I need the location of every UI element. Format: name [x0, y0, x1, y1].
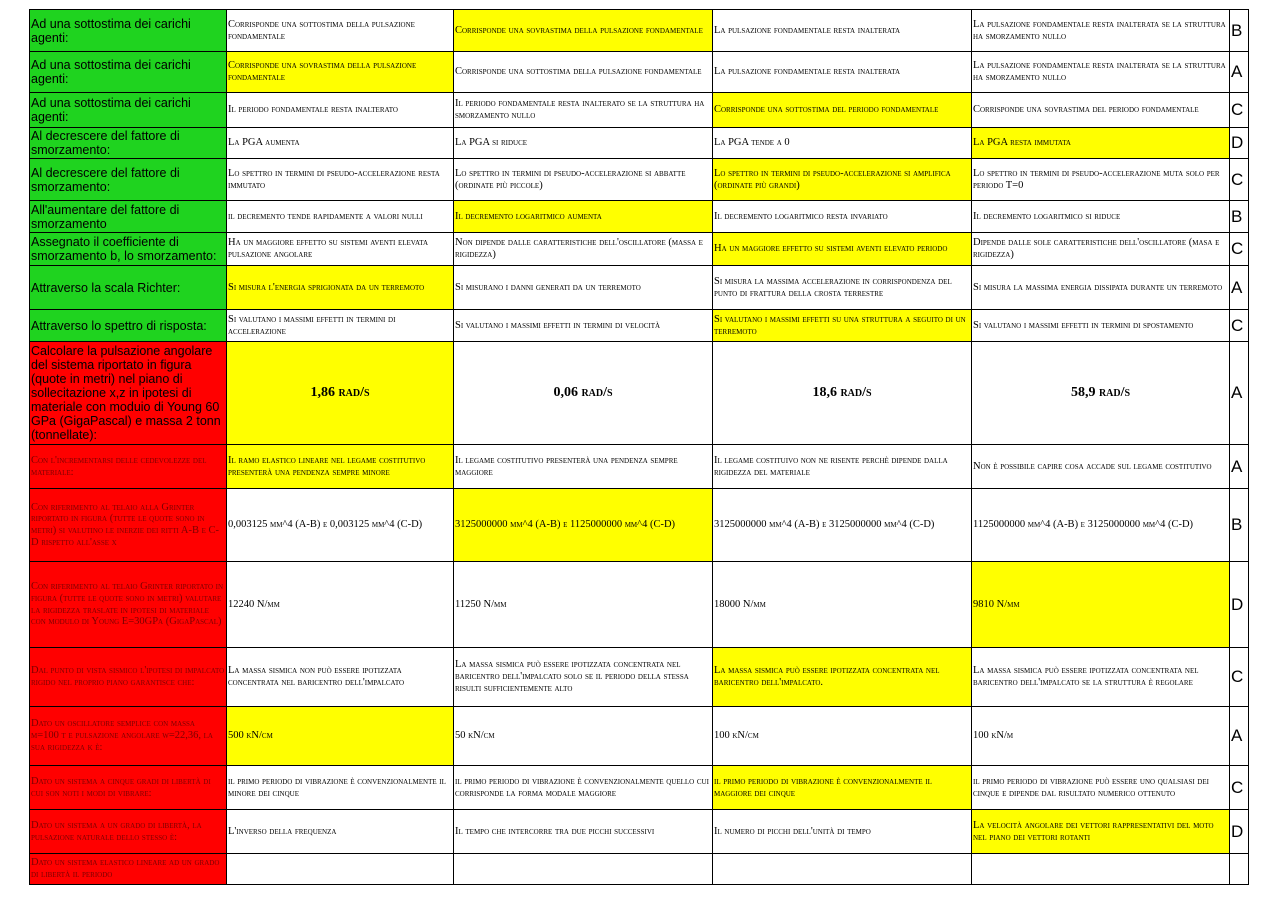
answer-key-cell: [1230, 854, 1249, 885]
question-text: Dato un oscillatore semplice con massa m=100 t e pulsazione angolare w=22,36, la sua rigidezza k è:: [31, 718, 213, 753]
question-row: [30, 489, 1249, 562]
option-cell-c: [713, 10, 972, 52]
option-cell-c: [713, 93, 972, 128]
question-cell: [30, 562, 227, 648]
option-text: Si valutano i massimi effetti su una struttura a seguito di un terremoto: [714, 313, 966, 337]
option-text: 3125000000 mm^4 (A-B) e 3125000000 mm^4 (C-D): [714, 519, 935, 531]
option-cell-a: [227, 810, 454, 854]
question-cell: [30, 489, 227, 562]
question-row: [30, 128, 1249, 159]
question-row: [30, 810, 1249, 854]
option-text: La pulsazione fondamentale resta inalterata se la struttura ha smorzamento nullo: [973, 18, 1226, 42]
option-cell-c: [713, 648, 972, 707]
option-text: 9810 N/mm: [973, 598, 1020, 610]
question-text: Al decrescere del fattore di smorzamento:: [31, 129, 180, 157]
option-cell-b: [454, 128, 713, 159]
option-cell-d: [972, 159, 1230, 201]
option-cell-d: [972, 201, 1230, 233]
option-cell-b: [454, 52, 713, 93]
question-row: [30, 342, 1249, 445]
option-text: il primo periodo di vibrazione è convenzionalmente il minore dei cinque: [228, 775, 446, 799]
option-text: 18000 N/mm: [714, 598, 766, 610]
option-cell-b: [454, 707, 713, 766]
option-cell-d: [972, 810, 1230, 854]
option-cell-c: [713, 562, 972, 648]
answer-key-cell: [1230, 445, 1249, 489]
option-cell-d: [972, 489, 1230, 562]
option-cell-b: [454, 233, 713, 266]
answer-key-cell: [1230, 310, 1249, 342]
question-text: All'aumentare del fattore di smorzamento: [31, 202, 180, 231]
option-cell-d: [972, 342, 1230, 445]
option-cell-a: [227, 266, 454, 310]
option-cell-b: [454, 310, 713, 342]
option-cell-b: [454, 489, 713, 562]
question-cell: [30, 266, 227, 310]
option-text: Corrisponde una sovrastima del periodo fondamentale: [973, 104, 1199, 116]
option-cell-b: [454, 159, 713, 201]
question-text: Dal punto di vista sismico l'ipotesi di impalcato rigido nel proprio piano garantisce che:: [31, 665, 225, 688]
question-text: Calcolare la pulsazione angolare del sistema riportato in figura (quote in metri) nel piano di sollecitazione x,z in ipotesi di materiale con moduio di Young 60 GPa (GigaPascal) e massa 2 tonn (tonnellate):: [31, 344, 221, 442]
question-text: Ad una sottostima dei carichi agenti:: [31, 96, 191, 124]
option-text: Si misura l'energia sprigionata da un terremoto: [228, 281, 425, 293]
question-text: Dato un sistema elastico lineare ad un grado di libertà il periodo: [31, 857, 220, 880]
option-text: La massa sismica non può essere ipotizzata concentrata nel baricentro dell'impalcato: [228, 665, 405, 688]
question-text: Attraverso la scala Richter:: [31, 280, 181, 295]
option-text: Lo spettro in termini di pseudo-accelerazione muta solo per periodo T=0: [973, 167, 1220, 191]
question-row: [30, 766, 1249, 810]
option-cell-c: [713, 445, 972, 489]
option-cell-a: [227, 562, 454, 648]
option-cell-c: [713, 707, 972, 766]
option-cell-a: [227, 707, 454, 766]
option-text: Si misura la massima accelerazione in corrispondenza del punto di frattura della crosta terrestre: [714, 275, 952, 299]
option-text: Ha un maggiore effetto su sistemi aventi elevato periodo: [714, 243, 948, 255]
option-text: Il decremento logaritmico resta invariato: [714, 210, 888, 222]
answer-letter: D: [1231, 821, 1244, 841]
option-text: Corrisponde una sovrastima della pulsazione fondamentale: [228, 60, 417, 83]
question-cell: [30, 854, 227, 885]
question-text: Con riferimento al telaio Grinter riportato in figura (tutte le quote sono in metri) valutare la rigidezza traslate in ipotesi di materiale con modulo di Young E=30GPa (GigaPascal): [31, 581, 224, 628]
option-text: 0,003125 mm^4 (A-B) e 0,003125 mm^4 (C-D): [228, 519, 423, 531]
option-cell-c: [713, 342, 972, 445]
option-text: La PGA tende a 0: [714, 137, 790, 149]
option-text: 1,86 rad/s: [310, 385, 370, 401]
option-text: Il legame costituivo non ne risente perchè dipende dalla rigidezza del materiale: [714, 454, 948, 478]
option-cell-c: [713, 489, 972, 562]
question-text: Al decrescere del fattore di smorzamento:: [31, 165, 180, 194]
option-text: La massa sismica può essere ipotizzata concentrata nel baricentro dell'impalcato solo se il periodo della stessa risulti sufficientemente alto: [455, 659, 689, 694]
question-text: Assegnato il coefficiente di smorzamento b, lo smorzamento:: [31, 235, 217, 263]
option-text: 0,06 rad/s: [553, 385, 613, 401]
question-row: [30, 52, 1249, 93]
option-text: Il periodo fondamentale resta inalterato se la struttura ha smorzamento nullo: [455, 98, 705, 121]
option-text: Si valutano i massimi effetti in termini di accelerazione: [228, 313, 396, 337]
answer-letter: A: [1231, 62, 1243, 82]
option-text: Si valutano i massimi effetti in termini di velocità: [455, 319, 661, 331]
option-text: Il ramo elastico lineare nel legame costitutivo presenterà una pendenza sempre minore: [228, 454, 426, 478]
option-text: Corrisponde una sottostima della pulsazione fondamentale: [455, 66, 702, 78]
question-row: [30, 445, 1249, 489]
option-cell-d: [972, 93, 1230, 128]
option-text: Corrisponde una sottostima della pulsazione fondamentale: [228, 18, 415, 42]
option-text: Lo spettro in termini di pseudo-accelerazione si amplifica (ordinate più grandi): [714, 167, 951, 191]
question-cell: [30, 810, 227, 854]
question-cell: [30, 10, 227, 52]
option-text: 500 kN/cm: [228, 730, 273, 742]
option-cell-b: [454, 445, 713, 489]
question-cell: [30, 342, 227, 445]
option-text: Si valutano i massimi effetti in termini di spostamento: [973, 319, 1194, 331]
option-cell-d: [972, 854, 1230, 885]
answer-letter: B: [1231, 20, 1243, 40]
option-cell-d: [972, 10, 1230, 52]
option-text: il primo periodo di vibrazione è convenzionalmente quello cui corrisponde la forma modale maggiore: [455, 775, 709, 799]
answer-key-cell: [1230, 707, 1249, 766]
answer-key-cell: [1230, 93, 1249, 128]
option-cell-a: [227, 233, 454, 266]
option-cell-b: [454, 810, 713, 854]
answer-key-cell: [1230, 562, 1249, 648]
option-cell-a: [227, 128, 454, 159]
option-text: Ha un maggiore effetto su sistemi aventi elevata pulsazione angolare: [228, 237, 429, 260]
option-cell-a: [227, 342, 454, 445]
option-text: Corrisponde una sovrastima della pulsazione fondamentale: [455, 24, 703, 36]
option-cell-a: [227, 10, 454, 52]
option-cell-a: [227, 93, 454, 128]
answer-key-cell: [1230, 128, 1249, 159]
question-cell: [30, 52, 227, 93]
option-text: 11250 N/mm: [455, 598, 507, 610]
answer-letter: C: [1231, 315, 1244, 335]
option-cell-a: [227, 201, 454, 233]
option-cell-d: [972, 266, 1230, 310]
option-text: Corrisponde una sottostima del periodo fondamentale: [714, 104, 939, 116]
option-text: La velocità angolare dei vettori rappresentativi del moto nel piano dei vettori rotanti: [973, 819, 1214, 843]
option-cell-c: [713, 810, 972, 854]
option-cell-a: [227, 489, 454, 562]
answer-key-cell: [1230, 159, 1249, 201]
option-text: Si misura la massima energia dissipata durante un terremoto: [973, 281, 1223, 293]
answer-key-cell: [1230, 233, 1249, 266]
answer-letter: C: [1231, 667, 1244, 687]
option-text: La PGA si riduce: [455, 137, 528, 149]
question-cell: [30, 201, 227, 233]
question-cell: [30, 766, 227, 810]
answer-letter: C: [1231, 777, 1244, 797]
option-cell-d: [972, 648, 1230, 707]
question-row: [30, 854, 1249, 885]
option-cell-b: [454, 266, 713, 310]
option-text: Non è possibile capire cosa accade sul legame costitutivo: [973, 460, 1212, 472]
question-row: [30, 266, 1249, 310]
option-text: La pulsazione fondamentale resta inalterata: [714, 24, 901, 36]
question-row: [30, 201, 1249, 233]
option-text: il primo periodo di vibrazione è convenzionalmente il maggiore dei cinque: [714, 775, 932, 799]
option-cell-d: [972, 128, 1230, 159]
option-cell-b: [454, 93, 713, 128]
answer-key-cell: [1230, 489, 1249, 562]
option-text: Il decremento logaritmico si riduce: [973, 210, 1121, 222]
answer-letter: C: [1231, 239, 1244, 259]
option-cell-a: [227, 445, 454, 489]
option-cell-a: [227, 648, 454, 707]
question-cell: [30, 310, 227, 342]
option-text: Lo spettro in termini di pseudo-accelerazione resta immutato: [228, 167, 440, 191]
option-cell-c: [713, 201, 972, 233]
option-text: 1125000000 mm^4 (A-B) e 3125000000 mm^4 (C-D): [973, 519, 1194, 531]
option-text: 58,9 rad/s: [1070, 385, 1131, 401]
option-cell-a: [227, 52, 454, 93]
option-text: 18,6 rad/s: [812, 385, 872, 401]
answer-letter: D: [1231, 594, 1244, 614]
option-text: 100 kN/cm: [714, 730, 759, 742]
answer-letter: C: [1231, 100, 1244, 120]
option-text: La massa sismica può essere ipotizzata concentrata nel baricentro dell'impalcato se la struttura è regolare: [973, 665, 1199, 688]
question-row: [30, 93, 1249, 128]
option-cell-c: [713, 159, 972, 201]
answer-letter: D: [1231, 133, 1244, 153]
option-text: 3125000000 mm^4 (A-B) e 1125000000 mm^4 (C-D): [455, 519, 676, 531]
option-cell-d: [972, 766, 1230, 810]
option-text: La PGA resta immutata: [973, 137, 1071, 149]
answer-key-cell: [1230, 342, 1249, 445]
option-text: L'inverso della frequenza: [228, 825, 337, 837]
question-cell: [30, 648, 227, 707]
option-cell-c: [713, 266, 972, 310]
option-cell-a: [227, 854, 454, 885]
question-text: Ad una sottostima dei carichi agenti:: [31, 58, 191, 86]
quiz-table: [29, 9, 1249, 885]
answer-letter: A: [1231, 726, 1243, 746]
option-cell-c: [713, 766, 972, 810]
option-cell-d: [972, 562, 1230, 648]
answer-letter: C: [1231, 169, 1244, 189]
question-row: [30, 562, 1249, 648]
option-cell-b: [454, 342, 713, 445]
option-text: il decremento tende rapidamente a valori nulli: [228, 210, 423, 222]
question-cell: [30, 445, 227, 489]
question-cell: [30, 128, 227, 159]
question-row: [30, 159, 1249, 201]
option-cell-c: [713, 52, 972, 93]
option-cell-c: [713, 128, 972, 159]
question-row: [30, 648, 1249, 707]
option-cell-b: [454, 562, 713, 648]
answer-key-cell: [1230, 10, 1249, 52]
option-text: La pulsazione fondamentale resta inalterata se la struttura ha smorzamento nullo: [973, 60, 1226, 83]
answer-letter: B: [1231, 515, 1243, 535]
question-text: Con l'incrementarsi delle cedevolezze del materiale:: [31, 454, 207, 478]
option-text: 12240 N/mm: [228, 598, 280, 610]
question-row: [30, 707, 1249, 766]
answer-letter: B: [1231, 206, 1243, 226]
question-text: Dato un sistema a cinque gradi di libertà di cui son noti i modi di vibrare:: [31, 775, 211, 799]
question-text: Dato un sistema a un grado di libertà, la pulsazione naturale dello stesso è:: [31, 819, 202, 843]
question-row: [30, 10, 1249, 52]
option-cell-d: [972, 310, 1230, 342]
option-cell-d: [972, 445, 1230, 489]
question-text: Con riferimento al telaio alla Grinter riportato in figura (tutte le quote sono in metri) si valutino le inerzie dei ritti A-B e C-D rispetto all'asse x: [31, 501, 219, 548]
question-cell: [30, 159, 227, 201]
option-text: Il decremento logaritmico aumenta: [455, 210, 602, 222]
option-text: Si misurano i danni generati da un terremoto: [455, 281, 641, 293]
question-cell: [30, 707, 227, 766]
question-row: [30, 310, 1249, 342]
option-text: Il tempo che intercorre tra due picchi successivi: [455, 825, 655, 837]
question-cell: [30, 233, 227, 266]
question-row: [30, 233, 1249, 266]
option-cell-b: [454, 766, 713, 810]
option-cell-c: [713, 310, 972, 342]
option-text: 50 kN/cm: [455, 730, 495, 742]
option-cell-b: [454, 854, 713, 885]
option-cell-b: [454, 10, 713, 52]
option-cell-d: [972, 233, 1230, 266]
option-cell-a: [227, 766, 454, 810]
option-text: La massa sismica può essere ipotizzata concentrata nel baricentro dell'impalcato.: [714, 665, 940, 688]
option-text: La PGA aumenta: [228, 137, 300, 149]
option-text: Il periodo fondamentale resta inalterato: [228, 104, 398, 116]
question-text: Ad una sottostima dei carichi agenti:: [31, 16, 191, 45]
quiz-table-body: [30, 10, 1249, 885]
option-text: Il numero di picchi dell'unità di tempo: [714, 825, 871, 837]
option-text: Non dipende dalle caratteristiche dell'oscillatore (massa e rigidezza): [455, 237, 703, 260]
option-cell-b: [454, 201, 713, 233]
option-cell-a: [227, 310, 454, 342]
option-text: La pulsazione fondamentale resta inalterata: [714, 66, 901, 78]
answer-key-cell: [1230, 810, 1249, 854]
answer-letter: A: [1231, 383, 1243, 403]
option-cell-d: [972, 52, 1230, 93]
option-text: il primo periodo di vibrazione può essere uno qualsiasi dei cinque e dipende dal risultato numerico ottenuto: [973, 775, 1209, 799]
question-cell: [30, 93, 227, 128]
option-cell-c: [713, 854, 972, 885]
answer-key-cell: [1230, 52, 1249, 93]
option-text: 100 kN/m: [973, 730, 1014, 742]
answer-key-cell: [1230, 766, 1249, 810]
answer-letter: A: [1231, 456, 1243, 476]
question-text: Attraverso lo spettro di risposta:: [31, 318, 207, 333]
option-text: Lo spettro in termini di pseudo-accelerazione si abbatte (ordinate più piccole): [455, 167, 686, 191]
option-cell-d: [972, 707, 1230, 766]
option-cell-c: [713, 233, 972, 266]
option-cell-a: [227, 159, 454, 201]
answer-letter: A: [1231, 277, 1243, 297]
answer-key-cell: [1230, 266, 1249, 310]
option-cell-b: [454, 648, 713, 707]
answer-key-cell: [1230, 648, 1249, 707]
option-text: Dipende dalle sole caratteristiche dell'oscillatore (masa e rigidezza): [973, 237, 1220, 260]
option-text: Il legame costitutivo presenterà una pendenza sempre maggiore: [455, 454, 678, 478]
answer-key-cell: [1230, 201, 1249, 233]
